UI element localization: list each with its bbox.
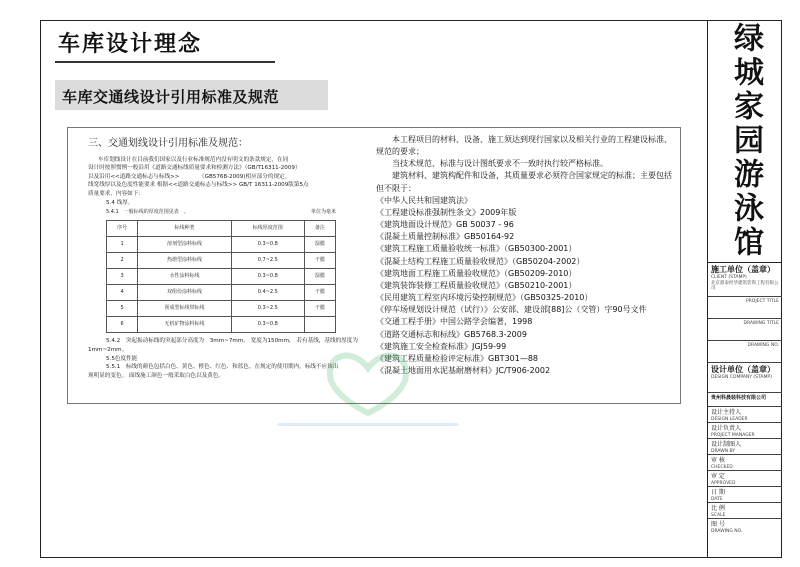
signoff-row xyxy=(708,487,782,503)
standard-item: 《工程建设标准强制性条文》2009年版 xyxy=(376,207,517,217)
construction-unit-cell xyxy=(708,263,782,297)
construction-unit-en: CLIENT (STAMP) xyxy=(711,275,747,280)
table-cell: 2 xyxy=(107,253,138,269)
table-cell: 0.3~0.8 xyxy=(231,317,304,333)
table-cell: 无机矿物涂料标线 xyxy=(138,317,232,333)
table-cell: 1 xyxy=(107,237,138,253)
signoff-row xyxy=(708,471,782,487)
intro-line: 车库划线设计在目前我们国家以及行业标准规范内没有明文的条款规定，在同 xyxy=(98,156,289,163)
clause-5-4-1: 5.4.1 一般标线的厚度范围见表 。 xyxy=(106,209,189,216)
section-title: 三、交通划线设计引用标准及规范： xyxy=(88,138,248,149)
clause-5-5-1: 5.5.1 标线的颜色包括白色、黄色、橙色、红色、和蓝色。在规定的使用期内，标线不应该出 xyxy=(106,364,339,371)
title-underline xyxy=(55,61,275,63)
signoff-row xyxy=(708,439,782,455)
page-subtitle: 车库交通线设计引用标准及规范 xyxy=(62,88,280,106)
construction-company: 北京鼎泰经华建筑装饰工程有限公司 xyxy=(711,280,779,292)
clause-5-4: 5.4 线厚。 xyxy=(106,199,134,206)
standard-item: 《建筑地面设计规范》GB 50037 - 96 xyxy=(376,220,514,230)
standard-item: 《建筑工程质量检验评定标准》GBT301—88 xyxy=(376,353,539,363)
signoff-en: DESIGN LEADER xyxy=(711,416,748,422)
clause-5-4-2-cont: 1mm~2mm。 xyxy=(88,346,128,353)
table-row xyxy=(107,285,336,301)
table-caption xyxy=(88,209,336,217)
standard-item: 《交通工程手册》中国公路学会编著，1998 xyxy=(376,317,533,327)
content-panel xyxy=(67,127,681,404)
signoff-en: DATE xyxy=(711,496,723,502)
table-cell: 0.4~2.5 xyxy=(231,285,304,301)
thickness-table xyxy=(106,220,336,333)
standard-item: 《混凝土地面用水泥基耐磨材料》JC/T906-2002 xyxy=(376,365,551,375)
signoff-label: 图 号 xyxy=(711,521,725,528)
standard-item: 《道路交通标志和标线》GB5768.3-2009 xyxy=(376,329,527,339)
design-unit-label: 设计单位（盖章） xyxy=(711,365,775,374)
table-cell: 干膜 xyxy=(304,301,335,317)
para-strict-standard: 当技术规范、标准与设计图纸要求不一致时执行较严格标准。 xyxy=(392,159,608,169)
page-title: 车库设计理念 xyxy=(58,32,203,57)
table-cell: 双组份涂料标线 xyxy=(138,285,232,301)
project-name: 绿城家园游泳馆 xyxy=(728,22,763,260)
signoff-row xyxy=(708,423,782,439)
table-cell xyxy=(304,317,335,333)
signoff-en: APPROVED xyxy=(711,480,736,486)
table-cell: 湿膜 xyxy=(304,237,335,253)
signoff-row xyxy=(708,455,782,471)
table-cell: 干膜 xyxy=(304,285,335,301)
signoff-label: 比 例 xyxy=(711,505,725,512)
signoff-en: DRAWING NO. xyxy=(711,528,743,534)
table-cell: 溶剂型涂料标线 xyxy=(138,237,232,253)
design-company-cell xyxy=(708,393,782,407)
table-cell: 4 xyxy=(107,285,138,301)
intro-line: 线宽线厚以及色度性能要求 根据<<道路交通标志与标线>> GB/T 16311-2009版第5点 xyxy=(88,182,309,189)
intro-line: 质量要求，内容如下： xyxy=(88,191,144,198)
intro-line: 设计时按照惯例一般沿用《道路交通标线质量要求和检测方法》（GB/T16311-2009） xyxy=(88,165,301,172)
signoff-row xyxy=(708,519,782,535)
design-unit-en: DESIGN COMPANY (STAMP) xyxy=(711,375,772,380)
drawing-no-label: DRAWING NO. xyxy=(747,343,779,348)
signoff-en: DRAWN BY xyxy=(711,448,736,454)
table-header-row xyxy=(107,221,336,237)
table-cell: 预成型标线带标线 xyxy=(138,301,232,317)
table-cell: 0.3~0.8 xyxy=(231,269,304,285)
project-title-label: PROJECT TITLE xyxy=(745,299,779,304)
drawing-title-cell xyxy=(708,319,782,341)
table-header: 标线种类 xyxy=(138,221,232,237)
para-quality: 建筑材料、建筑构配件和设备，其质量要求必须符合国家规定的标准；主要包括但不限于： xyxy=(376,171,672,193)
standard-item: 《停车场规划设计规范（试行）》公安部、建设部[88]公（交管）字90号文件 xyxy=(376,305,647,315)
signoff-label: 日 期 xyxy=(711,489,725,496)
table-cell: 湿膜 xyxy=(304,269,335,285)
drawing-title-label: DRAWING TITLE xyxy=(743,321,779,326)
signoff-row xyxy=(708,503,782,519)
table-cell: 3 xyxy=(107,269,138,285)
table-row xyxy=(107,301,336,317)
standard-item: 《建筑工程施工质量验收统一标准》（GB50300-2001） xyxy=(376,244,577,254)
project-name-cell xyxy=(708,20,782,263)
standard-item: 《建筑装饰装修工程质量验收规范》（GB50210-2001） xyxy=(376,280,577,290)
standard-item: 《民用建筑工程室内环境污染控制规范》（GB50325-2010） xyxy=(376,293,593,303)
table-header: 标线厚度范围 xyxy=(231,221,304,237)
signoff-label: 审 核 xyxy=(711,457,725,464)
design-company: 贵州科晨装科技有限公司 xyxy=(711,395,767,401)
para-materials: 本工程项目的材料、设备、施工须达到现行国家以及相关行业的工程建设标准、规范的要求； xyxy=(376,135,672,157)
signoff-row xyxy=(708,407,782,423)
table-unit: 单位为毫米 xyxy=(310,209,336,216)
right-column xyxy=(376,134,676,377)
left-column xyxy=(88,136,365,380)
drawing-no-cell xyxy=(708,341,782,363)
table-row xyxy=(107,317,336,333)
table-cell: 0.3~0.8 xyxy=(231,237,304,253)
standard-item: 《中华人民共和国建筑法》 xyxy=(376,195,472,205)
standard-item: 《建筑施工安全检查标准》JGJ59-99 xyxy=(376,341,507,351)
clause-5-5: 5.5色度性能 xyxy=(106,355,138,362)
standard-item: 《混凝土质量控制标准》GB50164-92 xyxy=(376,232,515,242)
signoff-label: 设计制图人 xyxy=(711,441,742,448)
table-row xyxy=(107,253,336,269)
table-header: 备注 xyxy=(304,221,335,237)
design-unit-cell xyxy=(708,363,782,393)
signoff-label: 审 定 xyxy=(711,473,725,480)
standard-item: 《建筑地面工程施工质量验收规范》（GB50209-2010） xyxy=(376,268,577,278)
table-cell: 5 xyxy=(107,301,138,317)
clause-5-5-1-cont: 现明显的变色。 面线施工颜色一般采取白色以及黄色。 xyxy=(88,372,225,379)
table-cell: 0.7~2.5 xyxy=(231,253,304,269)
table-cell: 干膜 xyxy=(304,253,335,269)
table-row xyxy=(107,269,336,285)
project-title-cell xyxy=(708,297,782,319)
construction-unit-label: 施工单位（盖章） xyxy=(711,265,775,274)
signoff-en: PROJECT MANAGER xyxy=(711,432,755,438)
table-cell: 6 xyxy=(107,317,138,333)
table-cell: 0.3~2.5 xyxy=(231,301,304,317)
signoff-en: CHECKED xyxy=(711,464,733,470)
title-block xyxy=(707,20,782,558)
table-header: 序号 xyxy=(107,221,138,237)
signoff-label: 设计主持人 xyxy=(711,409,742,416)
table-cell: 热熔型涂料标线 xyxy=(138,253,232,269)
signoff-en: SCALE xyxy=(711,512,726,518)
clause-5-4-2: 5.4.2 突起振动标线的突起部分高度为 3mm~7mm, 宽度为150mm, 若有基线，基线的厚度为 xyxy=(106,338,358,345)
table-cell: 水性涂料标线 xyxy=(138,269,232,285)
standard-item: 《混凝土结构工程施工质量验收规范》（GB50204-2002） xyxy=(376,256,585,266)
table-row xyxy=(107,237,336,253)
signoff-label: 设计负责人 xyxy=(711,425,742,432)
intro-line: 以及沿用<<道路交通标志与标线>> （GB5768-2009)相应部分的规定。 xyxy=(88,173,291,180)
